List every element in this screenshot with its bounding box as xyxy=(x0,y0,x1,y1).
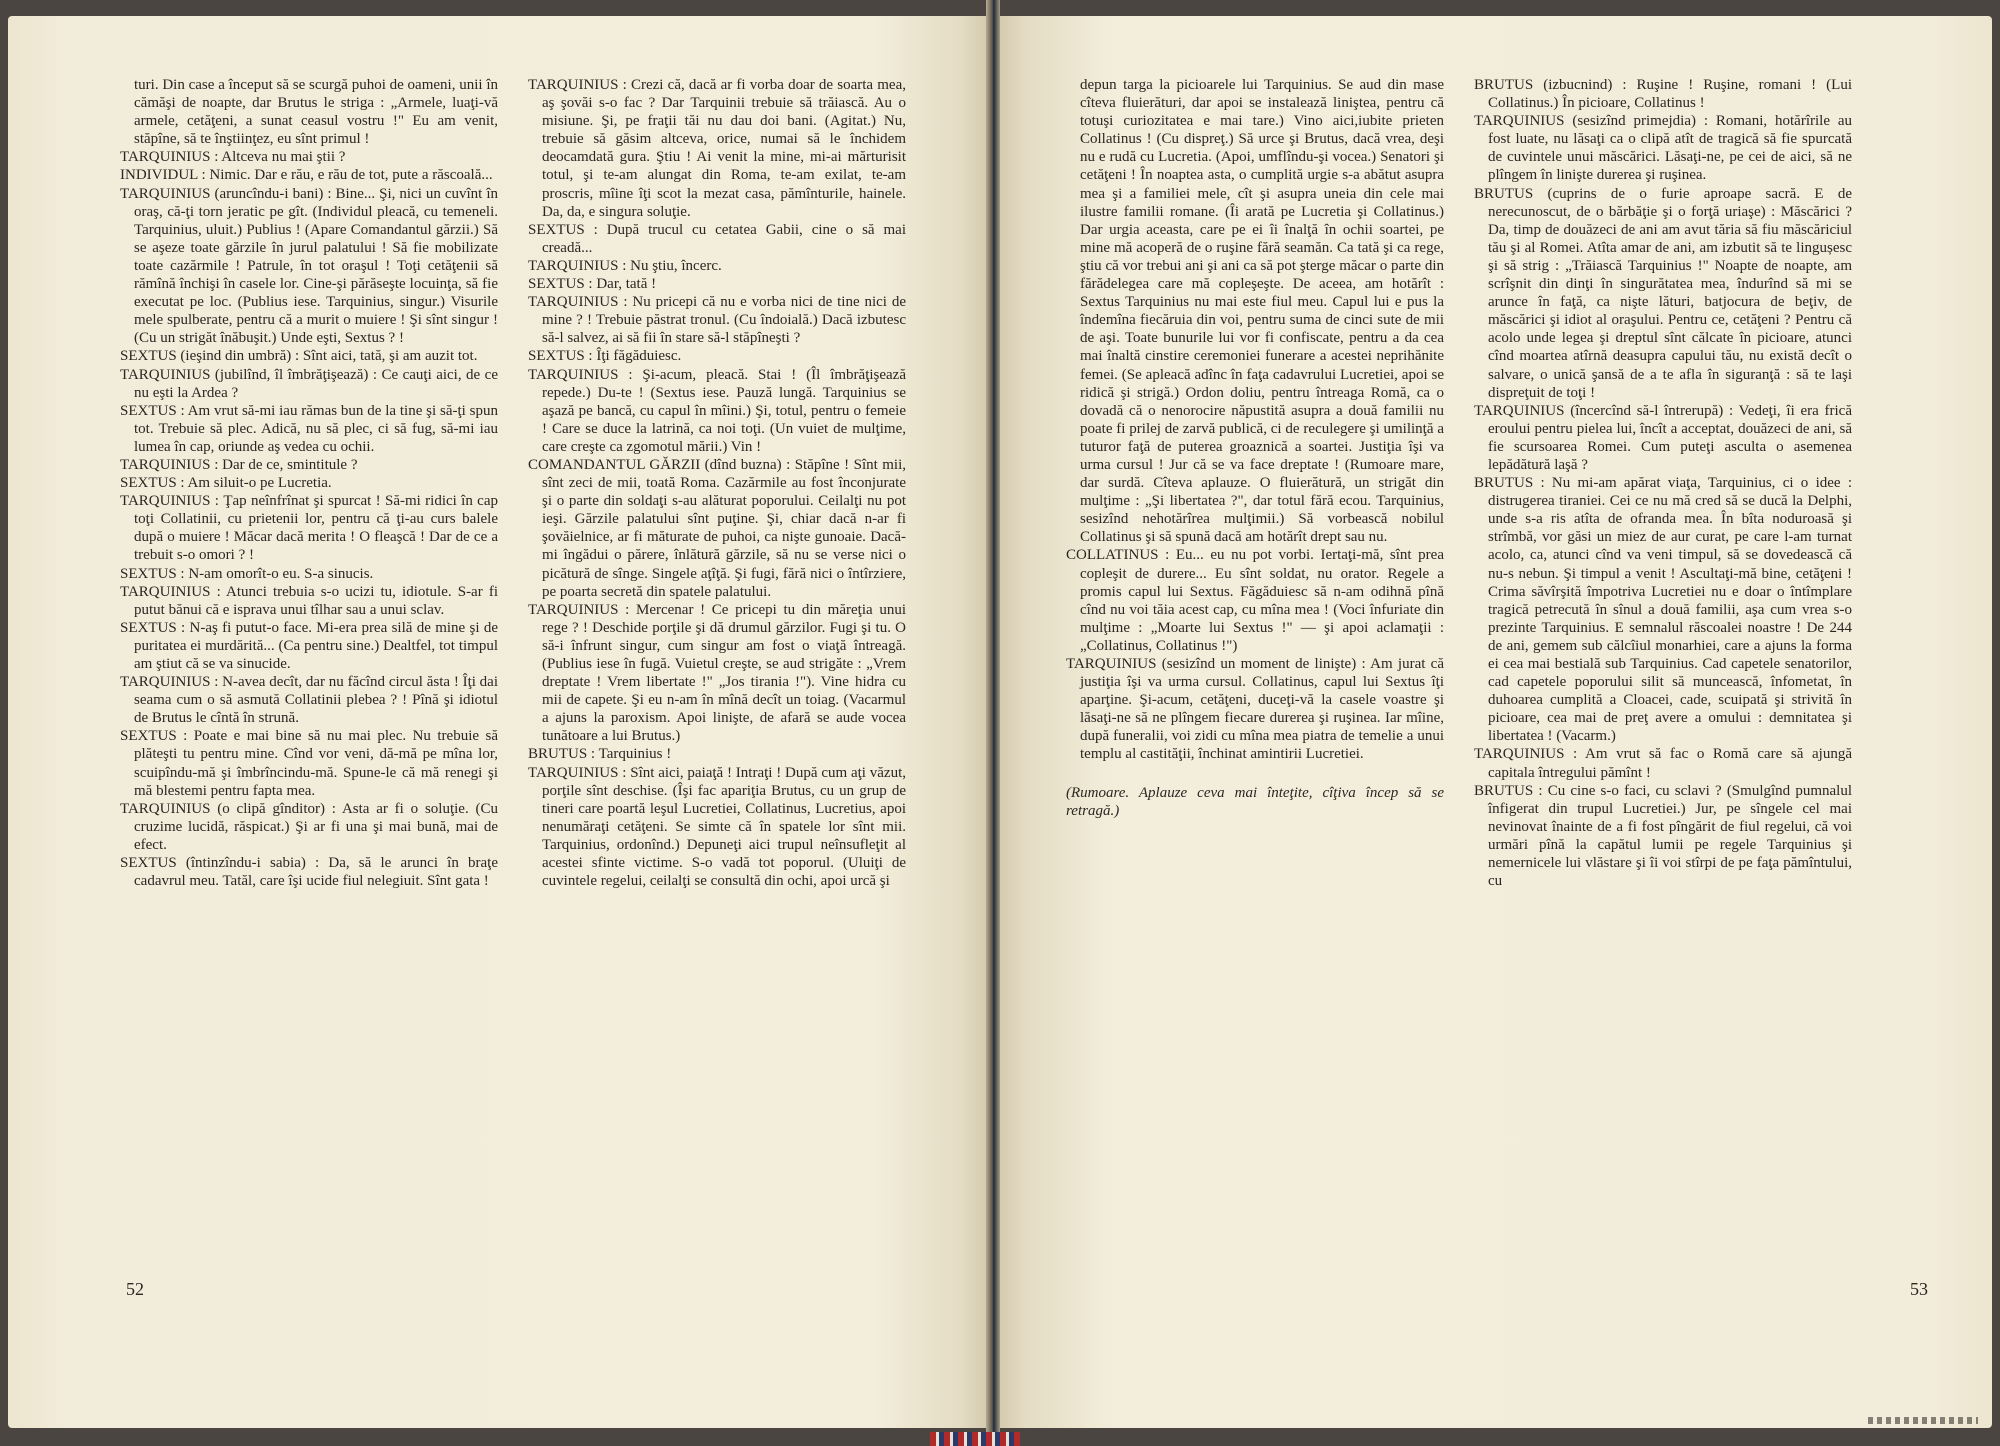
dialogue-paragraph: TARQUINIUS : Altceva nu mai ştii ? xyxy=(120,149,346,166)
dialogue-paragraph: BRUTUS : Tarquinius ! xyxy=(528,746,672,763)
dialogue-paragraph: SEXTUS : Dar, tată ! xyxy=(528,276,657,293)
left-page-column-1 xyxy=(120,76,498,1296)
dialogue-paragraph: TARQUINIUS : N-avea decît, dar nu făcînd circul ăsta ! Îţi dai seama cum o să asmută Collatinii plebea ? ! Pînă şi idiotul de Brutus le cîntă în strună. xyxy=(120,674,498,727)
dialogue-paragraph: SEXTUS : Îţi făgăduiesc. xyxy=(528,348,682,365)
page-number-left: 52 xyxy=(126,1279,144,1299)
dialogue-paragraph: TARQUINIUS : Ţap neînfrînat şi spurcat ! Să-mi ridici în cap toţi Collatinii, cu prietenii lor, pentru că ţi-au curs balele după o muiere ! Măcar dacă merita ! O fleaşcă ! Dar de ce a trebuit s-o omori ? ! xyxy=(120,493,498,564)
dialogue-paragraph: depun targa la picioarele lui Tarquinius. Se aud din mase cîteva fluierături, dar apoi se instalează liniştea, pentru că totuşi curiozitatea e mai tare.) Vino aici,iubite prieten Collatinus ! (Cu dispreţ.) Să urce şi Brutus, dacă vrea, deşi nu e rudă cu Lucretia. (Apoi, umflîndu-şi vocea.) Senatori şi cetăţeni ! În noaptea asta, o cumplită urgie s-a abătut asupra mea şi a familiei mele, cît şi asupra uneia din cele mai ilustre familii romane. (Îi arată pe Lucretia şi Collatinus.) Dar urgia aceasta, care pe ei îi înalţă în ochii soartei, pe mine mă acoperă de o ruşine fără seamăn. Ca tată şi ca rege, ştiu că vor trebui ani şi ani ca să pot şterge măcar o parte din fărădelegea care mă copleşeşte. De aceea, am hotărît : Sextus Tarquinius nu mai este fiul meu. Capul lui e pus la îndemîna fiecăruia din voi, pentru suma de cinci sute de mii de aşi. Toate bunurile lui vor fi confiscate, pentru a da cea mai înaltă cinstire ceremoniei funerare a acestei neprihănite femei. (Se apleacă adînc în faţa cadavrului Lucretiei, apoi se ridică şi strigă.) Ordon doliu, pentru întreaga Romă, ca o dovadă că o nenorocire năpustită asupra a două familii nu poate fi prilej de zarvă publică, ci de reculegere şi umilinţă a tuturor faţă de puterea groaznică a soartei. Justiţia îşi va urma cursul ! Jur că se va face dreptate ! (Rumoare mare, dar surdă. Cîteva aplauze. O fluierătură, un strigăt din mulţime : „Şi libertatea ?", dar totul fără ecou. Tarquinius, sesizînd nehotărîrea mulţimii.) Să vorbească nobilul Collatinus şi să spună dacă am hotărît drept sau nu. xyxy=(1080,77,1444,546)
dialogue-paragraph: TARQUINIUS (aruncîndu-i bani) : Bine... Şi, nici un cuvînt în oraş, că-ţi torn jeratic pe gît. (Individul pleacă, cu temeneli. Tarquinius, uluit.) Publius ! (Apare Comandantul gărzii.) Să se aşeze toate gărzile în jurul palatului ! Să fie mobilizate toate cazărmile ! Patrule, în tot oraşul ! Toţi cetăţenii să rămînă închişi în casele lor. Cine-şi părăseşte locuinţa, să fie executat pe loc. (Publius iese. Tarquinius, singur.) Visurile mele spulberate, pentru că a murit o muiere ! Şi sînt singur ! (Cu un strigăt înăbuşit.) Unde eşti, Sextus ? ! xyxy=(120,185,498,347)
dialogue-paragraph: INDIVIDUL : Nimic. Dar e rău, e rău de tot, pute a răscoală... xyxy=(120,167,493,184)
dialogue-paragraph: TARQUINIUS : Şi-acum, pleacă. Stai ! (Îl îmbrăţişează repede.) Du-te ! (Sextus iese. Pauză lungă. Tarquinius se aşază pe bancă, cu capul în mîini.) Şi, totul, pentru o femeie ! Care se duce la latrină, ca noi toţi. (Un vuiet de mulţime, care creşte ca zgomotul mării.) Vin ! xyxy=(528,366,906,455)
stage-direction: (Rumoare. Aplauze ceva mai înteţite, cîţiva încep să se retragă.) xyxy=(1066,784,1444,819)
dialogue-paragraph: TARQUINIUS : Nu ştiu, încerc. xyxy=(528,257,722,274)
dialogue-paragraph: SEXTUS : N-aş fi putut-o face. Mi-era prea silă de mine şi de puritatea ei murdărită... (Ca pentru sine.) Dealtfel, tot timpul am ştiut că se va sinucide. xyxy=(120,619,498,672)
dialogue-paragraph: TARQUINIUS : Crezi că, dacă ar fi vorba doar de soarta mea, aş şovăi s-o fac ? Dar Tarquinii trebuie să trăiască. Au o misiune. Şi, pe fraţii tăi nu dau doi bani. (Agitat.) Nu, trebuie să găsim altceva, orice, numai să le închidem deocamdată gura. Ştiu ! Ai venit la mine, mi-ai mărturisit totul, şi te-am alungat din Roma, te-am exilat, te-am proscris, mîine îţi scot la mezat casa, pămînturile, hainele. Da, da, e singura soluţie. xyxy=(528,77,906,220)
dialogue-paragraph: TARQUINIUS (încercînd să-l întrerupă) : Vedeţi, îi era frică eroului pentru pielea lui, încît a acceptat, douăzeci de ani, să fie scursoarea Romei. Cum puteţi asculta o asemenea lepădătură laşă ? xyxy=(1474,402,1852,473)
dialogue-paragraph: SEXTUS : După trucul cu cetatea Gabii, cine o să mai creadă... xyxy=(528,221,906,256)
dialogue-paragraph: BRUTUS : Cu cine s-o faci, cu sclavi ? (Smulgînd pumnalul înfigerat din trupul Lucretiei.) Jur, pe sîngele cel mai nevinovat înainte de a fi fost pîngărit de fiul regelui, că voi urmări pînă la capătul lumii pe regele Tarquinius şi nemernicele lui vlăstare şi îi voi stîrpi de pe faţa pămîntului, cu xyxy=(1474,782,1852,890)
dialogue-paragraph: SEXTUS (întinzîndu-i sabia) : Da, să le arunci în braţe cadavrul meu. Tatăl, care îşi ucide fiul nelegiuit. Sînt gata ! xyxy=(120,855,498,890)
printer-mark xyxy=(1868,1417,1978,1424)
right-page-column-2 xyxy=(1474,76,1852,1296)
dialogue-paragraph: TARQUINIUS (o clipă gînditor) : Asta ar fi o soluţie. (Cu cruzime lucidă, răspicat.) Şi ar fi una şi mai bună, mai de efect. xyxy=(120,800,498,853)
dialogue-paragraph: SEXTUS : Am siluit-o pe Lucretia. xyxy=(120,475,332,492)
dialogue-paragraph: SEXTUS : N-am omorît-o eu. S-a sinucis. xyxy=(120,565,374,582)
right-page xyxy=(996,16,1992,1428)
dialogue-paragraph: TARQUINIUS : Dar de ce, smintitule ? xyxy=(120,456,358,473)
dialogue-paragraph: TARQUINIUS (sesizînd un moment de linişte) : Am jurat că justiţia îşi va urma cursul. Collatinus, capul lui Sextus îţi aparţine. Şi-acum, cetăţeni, duceţi-vă la casele voastre şi lăsaţi-ne să ne plîngem fiecare durerea şi ruşinea. Iar mîine, după funeralii, voi zidi cu mîna mea piatra de temelie a unui templu al castităţii, închinat amintirii Lucretiei. xyxy=(1066,656,1444,763)
spine-headband xyxy=(930,1432,1020,1446)
dialogue-paragraph: TARQUINIUS : Sînt aici, paiaţă ! Intraţi ! După cum aţi văzut, porţile sînt deschise. (Îşi fac apariţia Brutus, cu un grup de tineri care poartă leşul Lucretiei, Collatinus, Lucretius, apoi nenumăraţi cetăţeni. Se simte că în spatele lor sînt mii. Tarquinius, ordonînd.) Depuneţi aici trupul neînsufleţit al acestei sfinte victime. S-o vadă tot poporul. (Uluiţi de cuvintele regelui, ceilalţi se consultă din ochi, apoi urcă şi xyxy=(528,764,906,890)
dialogue-paragraph: BRUTUS (cuprins de o furie aproape sacră. E de nerecunoscut, de o bărbăţie şi o forţă uriaşe) : Măscărici ? Da, timp de douăzeci de ani am avut tăria să fiu măscăriciul tău şi al Romei. Atîta amar de ani, am izbutit să te lingușesc şi să strig : „Trăiască Tarquinius !" Noapte de noapte, am scrîşnit din dinţi în singurătatea mea, îndurînd să mi se arunce în faţă, ca nişte lături, batjocura de beţiv, de măscărici şi idiot al oraşului. Pentru ce, cetăţeni ? Pentru că acolo unde legea şi dreptul sînt călcate în picioare, atunci cînd moartea atîrnă deasupra capului tău, nu există decît o salvare, o unică şansă de a te afla în siguranţă : să te laşi dispreţuit de toţi ! xyxy=(1474,185,1852,401)
book-gutter xyxy=(986,0,1000,1446)
dialogue-paragraph: SEXTUS (ieşind din umbră) : Sînt aici, tată, şi am auzit tot. xyxy=(120,348,478,365)
dialogue-paragraph: SEXTUS : Am vrut să-mi iau rămas bun de la tine şi să-ţi spun tot. Trebuie să plec. Adică, nu să plec, ci să fug, să-mi iau lumea în cap, oriunde aş vedea cu ochii. xyxy=(120,402,498,455)
dialogue-paragraph: COLLATINUS : Eu... eu nu pot vorbi. Iertaţi-mă, sînt prea copleşit de durere... Eu sînt soldat, nu orator. Regele a promis capul lui Sextus. Făgăduiesc să n-am odihnă pînă cînd nu voi tăia acest cap, cu mîna mea ! (Voci înfuriate din mulţime : „Moarte lui Sextus !" — şi apoi aclamaţii : „Collatinus, Collatinus !") xyxy=(1066,547,1444,654)
dialogue-paragraph: COMANDANTUL GĂRZII (dînd buzna) : Stăpîne ! Sînt mii, sînt zeci de mii, toată Roma. Cazărmile au fost înconjurate şi o parte din soldaţi s-au alăturat poporului. Ceilalţi nu pot ieşi. Gărzile palatului sînt puţine. Şi, chiar dacă n-ar fi şovăielnice, ar fi măturate de puhoi, ca nişte gunoaie. Dacă-mi îngădui o părere, înlătură gărzile, să nu se verse nici o picătură de sînge. Singele aţîţă. Şi fugi, fără nici o întîrziere, pe poarta secretă din spatele palatului. xyxy=(528,456,906,600)
page-number-right: 53 xyxy=(1910,1279,1928,1299)
right-page-column-1 xyxy=(1066,76,1444,1296)
dialogue-paragraph: TARQUINIUS : Atunci trebuia s-o ucizi tu, idiotule. S-ar fi putut bănui că e isprava unui tîlhar sau a unui sclav. xyxy=(120,583,498,618)
dialogue-paragraph: turi. Din case a început să se scurgă puhoi de oameni, unii în cămăşi de noapte, dar Brutus le striga : „Armele, luaţi-vă armele, cetăţeni, a sunat ceasul vostru !" Eu am venit, stăpîne, să te înştiinţez, eu sînt primul ! xyxy=(134,77,498,148)
dialogue-paragraph: TARQUINIUS (sesizînd primejdia) : Romani, hotărîrile au fost luate, nu lăsaţi ca o clipă atît de tragică să fie spurcată de cuvintele unui măscărici. Lăsaţi-ne, pe cei de aici, să ne plîngem în linişte durerea şi ruşinea. xyxy=(1474,113,1852,184)
dialogue-paragraph: BRUTUS (izbucnind) : Ruşine ! Ruşine, romani ! (Lui Collatinus.) În picioare, Collatinus ! xyxy=(1474,77,1852,112)
dialogue-paragraph: SEXTUS : Poate e mai bine să nu mai plec. Nu trebuie să plăteşti tu pentru mine. Cînd vor veni, dă-mă pe mîna lor, scuipîndu-mă şi îmbrîncindu-mă. Spune-le că mă renegi şi mă blestemi pentru fapta mea. xyxy=(120,728,498,799)
dialogue-paragraph: TARQUINIUS : Nu pricepi că nu e vorba nici de tine nici de mine ? ! Trebuie păstrat tronul. (Cu îndoială.) Dacă izbutesc să-l salvez, ai să fii în stare să-l stăpîneşti ? xyxy=(528,294,906,347)
dialogue-paragraph: TARQUINIUS : Mercenar ! Ce pricepi tu din măreţia unui rege ? ! Deschide porţile şi dă drumul gărzilor. Fugi şi tu. O să-i înfrunt singur, cum singur am fost o viaţă întreagă. (Publius iese în fugă. Vuietul creşte, se aud strigăte : „Vrem dreptate ! Vrem libertate !" „Jos tirania !"). Vine hidra cu mii de capete. Şi eu n-am în mînă decît un toiag. (Vacarmul a ajuns la paroxism. Apoi linişte, de afară se aude vocea tunătoare a lui Brutus.) xyxy=(528,601,906,745)
left-page-column-2 xyxy=(528,76,906,1296)
dialogue-paragraph: TARQUINIUS : Am vrut să fac o Romă care să ajungă capitala întregului pămînt ! xyxy=(1474,746,1852,781)
dialogue-paragraph: TARQUINIUS (jubilînd, îl îmbrăţişează) : Ce cauţi aici, de ce nu eşti la Ardea ? xyxy=(120,366,498,401)
dialogue-paragraph: BRUTUS : Nu mi-am apărat viaţa, Tarquinius, ci o idee : distrugerea tiraniei. Cei ce nu mă cred să se ducă la Delphi, unde s-a ris atîta de ofranda mea. În bîta noduroasă şi strîmbă, vor găsi un miez de aur curat, pe care l-am turnat acolo, ca, atunci cînd va veni timpul, să se dovedească că nu-s nebun. Şi timpul a venit ! Ascultaţi-mă bine, cetăţeni ! Crima săvîrşită împotriva Lucretiei nu e doar o întîmplare tragică petrecută în sînul a două familii, aşa cum vrea s-o prezinte Tarquinius. E semnalul răscoalei noastre ! De 244 de ani, gemem sub călcîiul monarhiei, care a ajuns la forma ei cea mai bestială sub Tarquinius. Cad capetele senatorilor, cad capetele poporului silit să muncească, înfometat, în duhoarea cumplită a Cloacei, cade, scuipată şi strivită în picioare, cea mai de preţ avere a omului : demnitatea şi libertatea ! (Vacarm.) xyxy=(1474,475,1852,745)
left-page xyxy=(8,16,990,1428)
